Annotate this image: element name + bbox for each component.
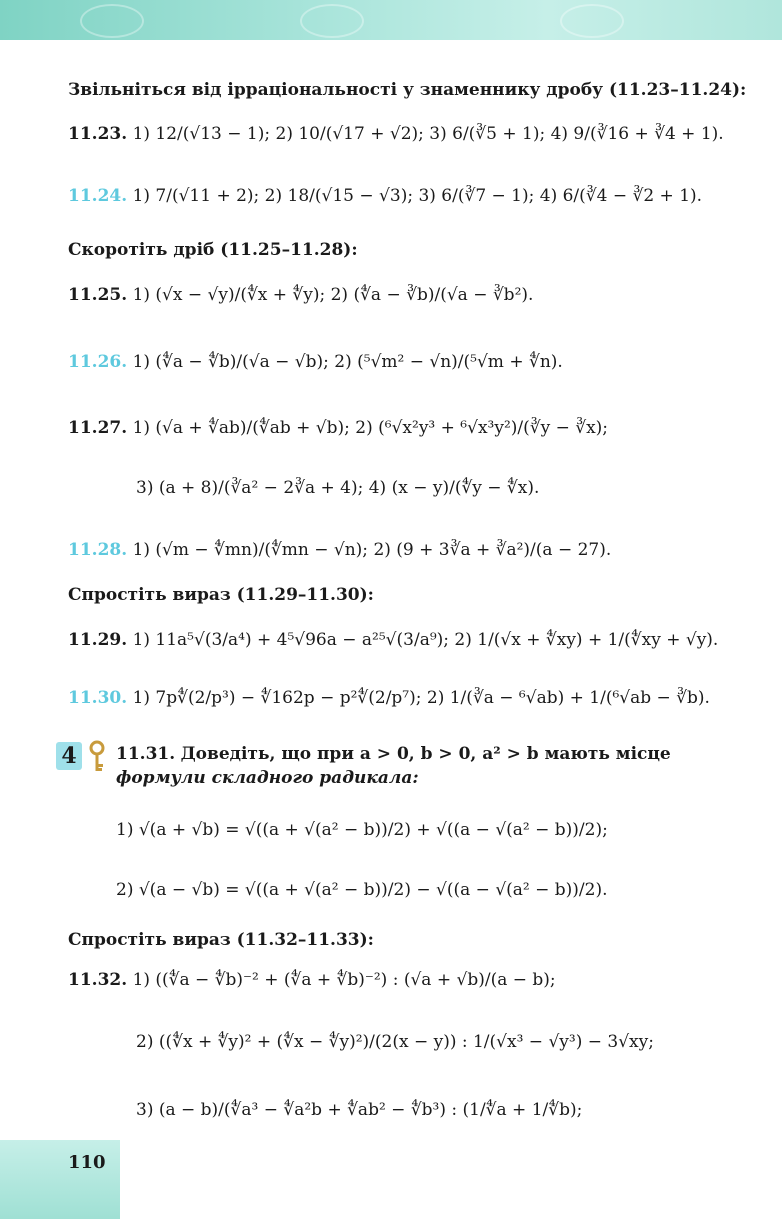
- exercise-11-25: [68, 285, 533, 305]
- exercise-11-29: [68, 630, 718, 650]
- exercise-11-26: [68, 352, 563, 372]
- exercise-number: 11.32.: [68, 970, 128, 990]
- exercise-content: 3) (a + 8)/(∛a² − 2∛a + 4); 4) (x − y)/(∜y − ∜x).: [136, 478, 540, 498]
- exercise-11-32-1: [68, 970, 556, 990]
- exercise-content: 1) (√m − ∜mn)/(∜mn − √n); 2) (9 + 3∛a + ∛a²)/(a − 27).: [132, 540, 612, 560]
- exercise-number: 11.23.: [68, 124, 128, 144]
- exercise-number: 11.25.: [68, 285, 128, 305]
- ornament-swirl: [300, 4, 364, 38]
- exercise-11-32-2: 2) ((∜x + ∜y)² + (∜x − ∜y)²)/(2(x − y)) : 1/(√x³ − √y³) − 3√xy;: [136, 1032, 654, 1052]
- exercise-number: 11.24.: [68, 186, 128, 206]
- section-simplify-heading-2: Спростіть вираз (11.32–11.33):: [68, 930, 374, 950]
- difficulty-level-badge: 4: [56, 742, 82, 770]
- page-number: 110: [68, 1152, 106, 1173]
- exercise-number: 11.28.: [68, 540, 128, 560]
- exercise-text: Доведіть, що при a > 0, b > 0, a² > b мають місце: [180, 744, 671, 764]
- exercise-number: 11.30.: [68, 688, 128, 708]
- key-icon: [86, 740, 108, 774]
- exercise-number: 11.29.: [68, 630, 128, 650]
- ornament-swirl: [80, 4, 144, 38]
- ornament-swirl: [560, 4, 624, 38]
- formula-2: 2) √(a − √b) = √((a + √(a² − b))/2) − √((a − √(a² − b))/2).: [116, 880, 608, 900]
- exercise-content: 1) 11a⁵√(3/a⁴) + 4⁵√96a − a²⁵√(3/a⁹); 2) 1/(√x + ∜xy) + 1/(∜xy + √y).: [132, 630, 719, 650]
- exercise-number: 11.26.: [68, 352, 128, 372]
- exercise-content: 1) (√x − √y)/(∜x + ∜y); 2) (∜a − ∛b)/(√a − ∛b²).: [132, 285, 534, 305]
- section-reduce-heading: Скоротіть дріб (11.25–11.28):: [68, 240, 358, 260]
- exercise-content: 1) (√a + ∜ab)/(∜ab + √b); 2) (⁶√x²y³ + ⁶√x³y²)/(∛y − ∛x);: [132, 418, 609, 438]
- section-simplify-heading: Спростіть вираз (11.29–11.30):: [68, 585, 374, 605]
- section-intro: Звільніться від ірраціональності у знаменнику дробу (11.23–11.24):: [68, 80, 747, 100]
- exercise-11-28: [68, 540, 611, 560]
- exercise-content: 1) 7/(√11 + 2); 2) 18/(√15 − √3); 3) 6/(∛7 − 1); 4) 6/(∛4 − ∛2 + 1).: [132, 186, 703, 206]
- exercise-number: 11.31.: [116, 744, 176, 764]
- exercise-number: 11.27.: [68, 418, 128, 438]
- exercise-content: 1) 12/(√13 − 1); 2) 10/(√17 + √2); 3) 6/(∛5 + 1); 4) 9/(∛16 + ∛4 + 1).: [132, 124, 724, 144]
- exercise-11-30: [68, 688, 710, 708]
- exercise-11-27-part1: [68, 418, 608, 438]
- exercise-content: 1) 7p∜(2/p³) − ∜162p − p²∜(2/p⁷); 2) 1/(∛a − ⁶√ab) + 1/(⁶√ab − ∛b).: [132, 688, 710, 708]
- exercise-11-31: [116, 744, 671, 764]
- exercise-11-24: [68, 186, 702, 206]
- exercise-11-32-3: 3) (a − b)/(∜a³ − ∜a²b + ∜ab² − ∜b³) : (1/∜a + 1/∜b);: [136, 1100, 583, 1120]
- exercise-11-31-subtitle: формули складного радикала:: [116, 768, 419, 788]
- exercise-11-23: [68, 124, 724, 144]
- exercise-content: 1) (∜a − ∜b)/(√a − √b); 2) (⁵√m² − √n)/(⁵√m + ∜n).: [132, 352, 563, 372]
- exercise-11-27-part2: [136, 478, 539, 498]
- formula-1: 1) √(a + √b) = √((a + √(a² − b))/2) + √((a − √(a² − b))/2);: [116, 820, 608, 840]
- exercise-content: 1) ((∜a − ∜b)⁻² + (∜a + ∜b)⁻²) : (√a + √b)/(a − b);: [132, 970, 556, 990]
- top-decorative-band: [0, 0, 782, 40]
